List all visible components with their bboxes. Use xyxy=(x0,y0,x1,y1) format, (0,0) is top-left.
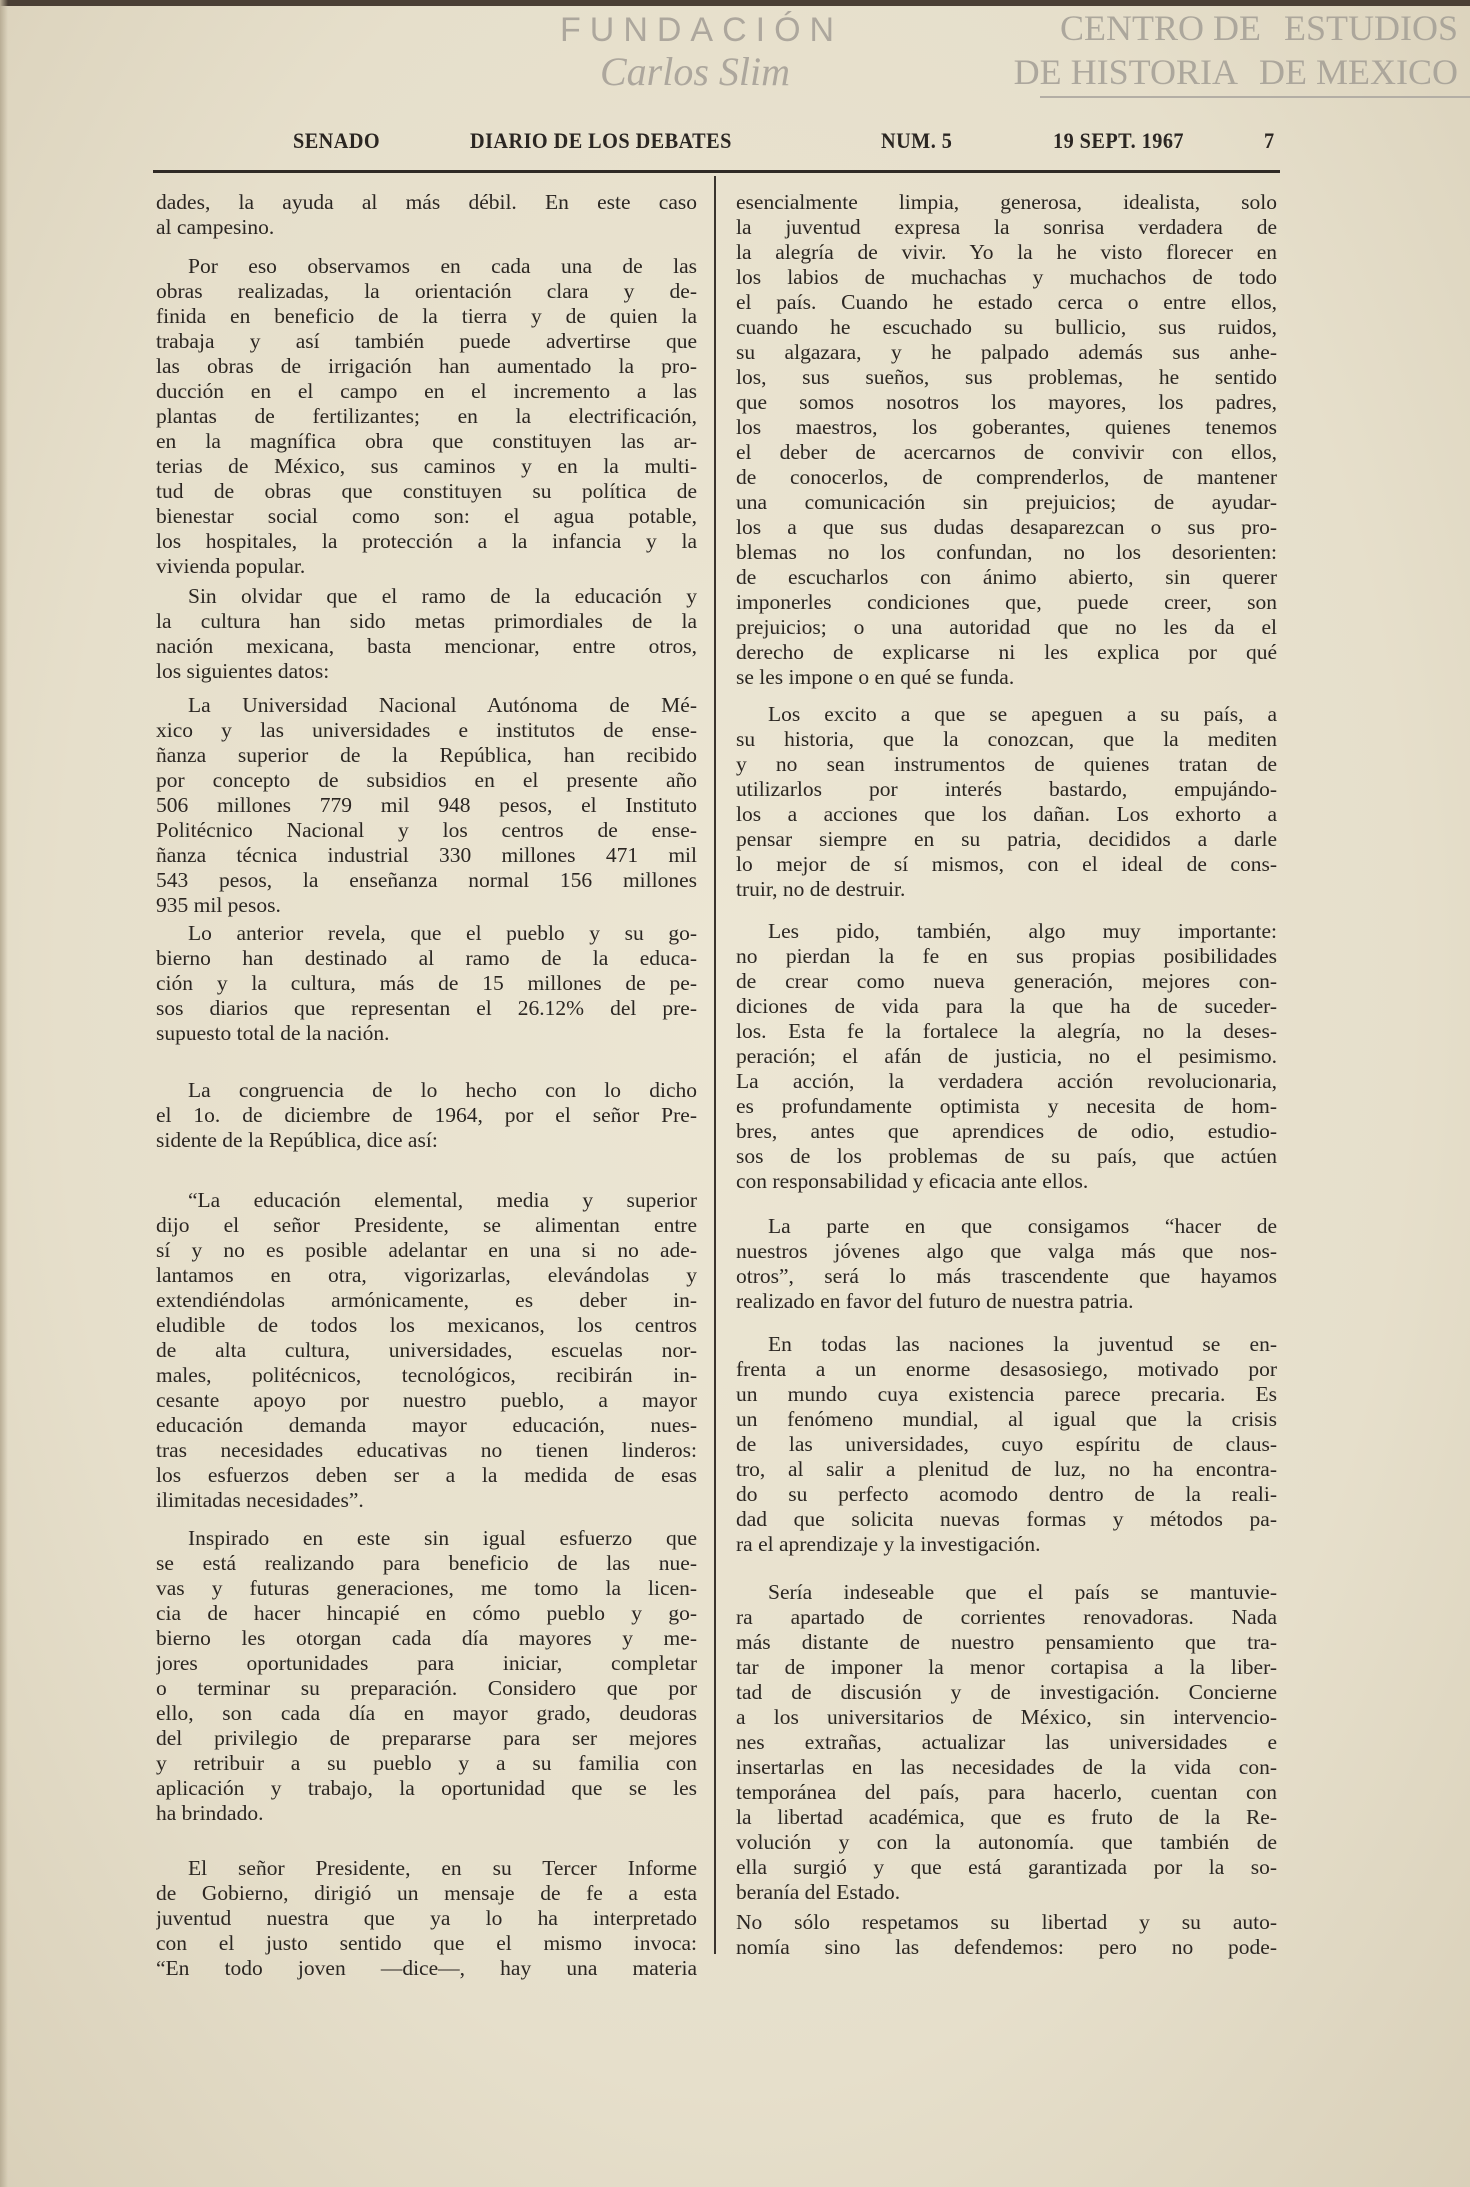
text-line: cia de hacer hincapié en cómo pueblo y go- xyxy=(156,1601,697,1625)
text-line: los maestros, los goberantes, quienes tenemos xyxy=(736,415,1277,439)
text-line: Sin olvidar que el ramo de la educación y xyxy=(188,584,697,608)
text-line: tras necesidades educativas no tienen linderos: xyxy=(156,1438,697,1462)
text-line: una comunicación sin prejuicios; de ayudar- xyxy=(736,490,1277,514)
text-line: utilizarlos por interés bastardo, empujándo- xyxy=(736,777,1277,801)
text-line: que somos nosotros los mayores, los padres, xyxy=(736,390,1277,414)
text-line: do su perfecto acomodo dentro de la reali- xyxy=(736,1482,1277,1506)
text-line: la cultura han sido metas primordiales de la xyxy=(156,609,697,633)
text-line: de las universidades, cuyo espíritu de claus- xyxy=(736,1432,1277,1456)
watermark-line: CENTRO DE xyxy=(1059,8,1261,48)
text-line: dijo el señor Presidente, se alimentan entre xyxy=(156,1213,697,1237)
text-line: jores oportunidades para iniciar, completar xyxy=(156,1651,697,1675)
text-line: La congruencia de lo hecho con lo dicho xyxy=(188,1078,697,1102)
text-line: los, sus sueños, sus problemas, he sentido xyxy=(736,365,1277,389)
text-line: los. Esta fe la fortalece la alegría, no la deses- xyxy=(736,1019,1277,1043)
text-line: ñanza superior de la República, han recibido xyxy=(156,743,697,767)
text-line: bierno han destinado al ramo de la educa- xyxy=(156,946,697,970)
paragraph xyxy=(736,1332,1277,1557)
column-divider xyxy=(714,176,716,1954)
text-line: el deber de acercarnos de convivir con ellos, xyxy=(736,440,1277,464)
text-line: Por eso observamos en cada una de las xyxy=(188,254,697,278)
paragraph xyxy=(156,190,697,240)
header-page-number: 7 xyxy=(1264,128,1275,153)
paragraph xyxy=(156,693,697,918)
paragraph xyxy=(156,1526,697,1826)
text-line: Les pido, también, algo muy importante: xyxy=(768,919,1277,943)
header-number: NUM. 5 xyxy=(881,128,953,153)
text-line: a los universitarios de México, sin intervencio- xyxy=(736,1705,1277,1729)
scan-left-edge xyxy=(0,0,8,2187)
text-line: Inspirado en este sin igual esfuerzo que xyxy=(188,1526,697,1550)
text-line: se les impone o en qué se funda. xyxy=(736,665,1015,689)
watermark-rule xyxy=(1040,96,1470,98)
text-line: con el justo sentido que el mismo invoca: xyxy=(156,1931,697,1955)
text-line: la juventud expresa la sonrisa verdadera de xyxy=(736,215,1277,239)
text-line: nes extrañas, actualizar las universidades e xyxy=(736,1730,1277,1754)
text-line: de crear como nueva generación, mejores con- xyxy=(736,969,1277,993)
text-line: ella surgió y que está garantizada por la so- xyxy=(736,1855,1277,1879)
paragraph xyxy=(736,919,1277,1194)
text-line: prejuicios; o una autoridad que no les da el xyxy=(736,615,1277,639)
text-line: En todas las naciones la juventud se en- xyxy=(768,1332,1277,1356)
text-line: un fenómeno mundial, al igual que la crisis xyxy=(736,1407,1277,1431)
watermark-signature: Carlos Slim xyxy=(600,49,791,94)
text-line: las obras de irrigación han aumentado la pro- xyxy=(156,354,697,378)
text-line: y no sean instrumentos de quienes tratan de xyxy=(736,752,1277,776)
scan-top-edge xyxy=(0,0,1470,6)
text-line: ha brindado. xyxy=(156,1801,264,1825)
text-line: de alta cultura, universidades, escuelas nor- xyxy=(156,1338,697,1362)
text-line: imponerles condiciones que, puede creer, son xyxy=(736,590,1277,614)
paragraph xyxy=(156,254,697,579)
header-rule xyxy=(153,170,1280,173)
text-line: los hospitales, la protección a la infancia y la xyxy=(156,529,697,553)
text-line: Politécnico Nacional y los centros de ense- xyxy=(156,818,697,842)
text-line: en la magnífica obra que constituyen las ar- xyxy=(156,429,697,453)
text-line: 506 millones 779 mil 948 pesos, el Instituto xyxy=(156,793,697,817)
text-line: sidente de la República, dice así: xyxy=(156,1128,438,1152)
text-line: Sería indeseable que el país se mantuvie- xyxy=(768,1580,1277,1604)
text-line: beranía del Estado. xyxy=(736,1880,901,1904)
text-line: tad de discusión y de investigación. Concierne xyxy=(736,1680,1277,1704)
text-line: del privilegio de prepararse para ser mejores xyxy=(156,1726,697,1750)
text-line: xico y las universidades e institutos de ense- xyxy=(156,718,697,742)
text-line: los a que sus dudas desaparezcan o sus pro- xyxy=(736,515,1277,539)
text-line: Los excito a que se apeguen a su país, a xyxy=(768,702,1277,726)
text-line: dad que solicita nuevas formas y métodos pa- xyxy=(736,1507,1277,1531)
text-line: al campesino. xyxy=(156,215,275,239)
text-line: otros”, será lo más trascendente que hayamos xyxy=(736,1264,1277,1288)
text-line: Lo anterior revela, que el pueblo y su go- xyxy=(188,921,697,945)
text-line: aplicación y trabajo, la oportunidad que se les xyxy=(156,1776,697,1800)
text-line: bierno les otorgan cada día mayores y me- xyxy=(156,1626,697,1650)
text-line: “La educación elemental, media y superior xyxy=(188,1188,697,1212)
paragraph xyxy=(156,584,697,684)
text-line: sí y no es posible adelantar en una si no ade- xyxy=(156,1238,697,1262)
text-line: derecho de explicarse ni les explica por qué xyxy=(736,640,1277,664)
watermark-row xyxy=(1000,52,1458,92)
text-line: terias de México, sus caminos y en la multi- xyxy=(156,454,697,478)
text-line: de conocerlos, de comprenderlos, de mantener xyxy=(736,465,1277,489)
text-line: no pierdan la fe en sus propias posibilidades xyxy=(736,944,1277,968)
text-line: educación demanda mayor educación, nues- xyxy=(156,1413,697,1437)
watermark-row xyxy=(1046,8,1458,48)
text-line: eludible de todos los mexicanos, los centros xyxy=(156,1313,697,1337)
text-line: se está realizando para beneficio de las nue- xyxy=(156,1551,697,1575)
text-line: de Gobierno, dirigió un mensaje de fe a esta xyxy=(156,1881,697,1905)
text-line: sos de los problemas de su país, que actúen xyxy=(736,1144,1277,1168)
paragraph xyxy=(736,190,1277,690)
paragraph xyxy=(156,1856,697,1981)
text-line: volución y con la autonomía. que también de xyxy=(736,1830,1277,1854)
text-line: más distante de nuestro pensamiento que tra- xyxy=(736,1630,1277,1654)
text-line: ducción en el campo en el incremento a las xyxy=(156,379,697,403)
text-line: finida en beneficio de la tierra y de quien la xyxy=(156,304,697,328)
text-line: trabaja y así también puede advertirse que xyxy=(156,329,697,353)
text-line: ello, son cada día en mayor grado, deudoras xyxy=(156,1701,697,1725)
text-line: La Universidad Nacional Autónoma de Mé- xyxy=(188,693,697,717)
text-line: truir, no de destruir. xyxy=(736,877,906,901)
paragraph xyxy=(156,921,697,1046)
text-line: de escucharlos con ánimo abierto, sin querer xyxy=(736,565,1277,589)
watermark-foundation: FUNDACIÓN xyxy=(560,11,844,49)
text-line: el país. Cuando he estado cerca o entre ellos, xyxy=(736,290,1277,314)
text-line: ra el aprendizaje y la investigación. xyxy=(736,1532,1041,1556)
paragraph xyxy=(156,1188,697,1513)
text-line: temporánea del país, para hacerlo, cuentan con xyxy=(736,1780,1277,1804)
text-line: y retribuir a su pueblo y a su familia con xyxy=(156,1751,697,1775)
text-line: La parte en que consigamos “hacer de xyxy=(768,1214,1277,1238)
text-line: vas y futuras generaciones, me tomo la licen- xyxy=(156,1576,697,1600)
text-line: extendiéndolas armónicamente, es deber in- xyxy=(156,1288,697,1312)
text-line: bienestar social como son: el agua potable, xyxy=(156,504,697,528)
text-line: la libertad académica, que es fruto de la Re- xyxy=(736,1805,1277,1829)
text-line: lo mejor de sí mismos, con el ideal de cons- xyxy=(736,852,1277,876)
text-line: males, politécnicos, tecnológicos, recibirán in- xyxy=(156,1363,697,1387)
text-line: ilimitadas necesidades”. xyxy=(156,1488,364,1512)
paragraph xyxy=(156,1078,697,1153)
text-line: lantamos en otra, vigorizarlas, elevándolas y xyxy=(156,1263,697,1287)
text-line: “En todo joven —dice—, hay una materia xyxy=(156,1956,697,1980)
text-line: nuestros jóvenes algo que valga más que nos- xyxy=(736,1239,1277,1263)
text-line: El señor Presidente, en su Tercer Informe xyxy=(188,1856,697,1880)
header-section: SENADO xyxy=(293,128,381,153)
text-line: su historia, que la conozcan, que la mediten xyxy=(736,727,1277,751)
text-line: nomía sino las defendemos: pero no pode- xyxy=(736,1935,1277,1959)
text-line: es profundamente optimista y necesita de hom- xyxy=(736,1094,1277,1118)
text-line: diciones de vida para la que ha de suceder- xyxy=(736,994,1277,1018)
paragraph xyxy=(736,1214,1277,1314)
text-line: bres, antes que aprendices de odio, estudio- xyxy=(736,1119,1277,1143)
text-line: No sólo respetamos su libertad y su auto- xyxy=(736,1910,1277,1934)
text-line: su algazara, y he palpado además sus anhe- xyxy=(736,340,1277,364)
header-date: 19 SEPT. 1967 xyxy=(1053,128,1184,153)
paragraph xyxy=(736,1910,1277,1960)
text-line: los labios de muchachas y muchachos de todo xyxy=(736,265,1277,289)
watermark-line: DE MEXICO xyxy=(1259,52,1458,92)
text-line: La acción, la verdadera acción revolucionaria, xyxy=(736,1069,1277,1093)
text-line: sos diarios que representan el 26.12% del pre- xyxy=(156,996,697,1020)
header-publication: DIARIO DE LOS DEBATES xyxy=(470,128,732,153)
text-line: o terminar su preparación. Considero que por xyxy=(156,1676,697,1700)
text-line: supuesto total de la nación. xyxy=(156,1021,390,1045)
text-line: 935 mil pesos. xyxy=(156,893,281,917)
text-line: los esfuerzos deben ser a la medida de esas xyxy=(156,1463,697,1487)
text-line: frenta a un enorme desasosiego, motivado por xyxy=(736,1357,1277,1381)
text-line: vivienda popular. xyxy=(156,554,306,578)
text-line: los siguientes datos: xyxy=(156,659,330,683)
text-line: blemas no los confundan, no los desorienten: xyxy=(736,540,1277,564)
paragraph xyxy=(736,1580,1277,1905)
text-line: ñanza técnica industrial 330 millones 471 mil xyxy=(156,843,697,867)
text-line: con responsabilidad y eficacia ante ellos. xyxy=(736,1169,1089,1193)
watermark-line: ESTUDIOS xyxy=(1283,8,1458,48)
text-line: los a acciones que los dañan. Los exhorto a xyxy=(736,802,1277,826)
text-line: cesante apoyo por nuestro pueblo, a mayor xyxy=(156,1388,697,1412)
watermark-line: DE HISTORIA xyxy=(1013,52,1237,92)
text-line: pensar siempre en su patria, decididos a darle xyxy=(736,827,1277,851)
text-line: tud de obras que constituyen su política de xyxy=(156,479,697,503)
text-line: ra apartado de corrientes renovadoras. Nada xyxy=(736,1605,1277,1629)
text-line: obras realizadas, la orientación clara y de- xyxy=(156,279,697,303)
text-line: insertarlas en las necesidades de la vida con- xyxy=(736,1755,1277,1779)
text-line: realizado en favor del futuro de nuestra patria. xyxy=(736,1289,1134,1313)
text-line: por concepto de subsidios en el presente año xyxy=(156,768,697,792)
text-line: el 1o. de diciembre de 1964, por el señor Pre- xyxy=(156,1103,697,1127)
paragraph xyxy=(736,702,1277,902)
text-line: plantas de fertilizantes; en la electrificación, xyxy=(156,404,697,428)
text-line: esencialmente limpia, generosa, idealista, solo xyxy=(736,190,1277,214)
text-line: 543 pesos, la enseñanza normal 156 millones xyxy=(156,868,697,892)
text-line: tar de imponer la menor cortapisa a la liber- xyxy=(736,1655,1277,1679)
text-line: dades, la ayuda al más débil. En este caso xyxy=(156,190,697,214)
text-line: tro, al salir a plenitud de luz, no ha encontra- xyxy=(736,1457,1277,1481)
text-line: nación mexicana, basta mencionar, entre otros, xyxy=(156,634,697,658)
text-line: la alegría de vivir. Yo la he visto florecer en xyxy=(736,240,1277,264)
text-line: peración; el afán de justicia, no el pesimismo. xyxy=(736,1044,1277,1068)
text-line: juventud nuestra que ya lo ha interpretado xyxy=(156,1906,697,1930)
text-line: ción y la cultura, más de 15 millones de pe- xyxy=(156,971,697,995)
text-line: un mundo cuya existencia parece precaria. Es xyxy=(736,1382,1277,1406)
text-line: cuando he escuchado su bullicio, sus ruidos, xyxy=(736,315,1277,339)
